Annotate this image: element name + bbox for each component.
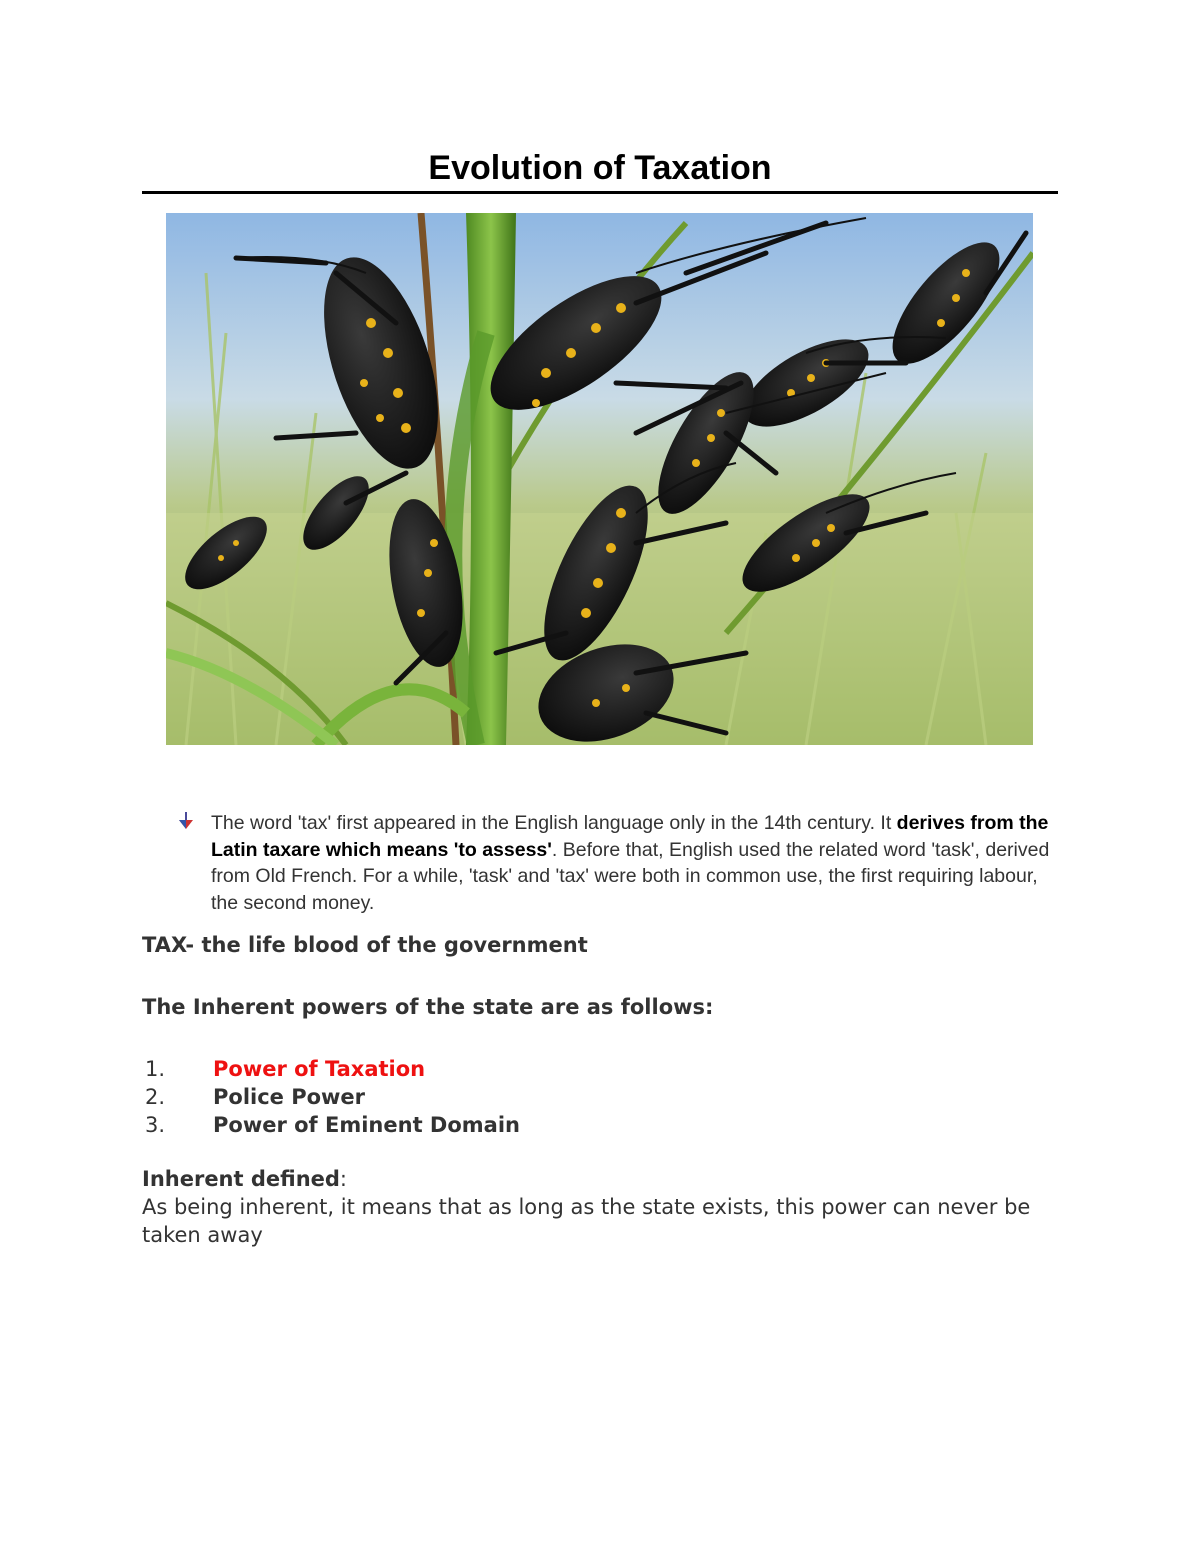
inherent-defined-label: [142, 1165, 347, 1193]
grasshoppers-on-plant-photo-icon: [166, 213, 1033, 745]
arrow-bullet-icon: [178, 812, 194, 830]
inherent-defined-colon: :: [339, 1167, 347, 1191]
list-number: 2.: [145, 1085, 166, 1109]
list-item: [142, 1055, 520, 1083]
inherent-powers-heading: The Inherent powers of the state are as follows:: [142, 995, 714, 1019]
powers-list: [142, 1055, 520, 1139]
tax-lifeblood-heading: TAX- the life blood of the government: [142, 933, 588, 957]
power-label: Power of Taxation: [213, 1057, 426, 1081]
title-underline: [142, 191, 1058, 194]
inherent-definition-text: As being inherent, it means that as long as the state exists, this power can never be taken away: [142, 1195, 1031, 1247]
list-item: [142, 1083, 520, 1111]
list-item: [142, 1111, 520, 1139]
tax-origin-rest: . Before that, English used the related word 'task', derived from Old French. For a while, 'task' and 'tax' were both in common use, the first requiring labour, the second money.: [211, 838, 1050, 914]
list-number: 3.: [145, 1113, 166, 1137]
tax-origin-bold: derives from the Latin taxare which means 'to assess': [211, 812, 1049, 861]
tax-origin-intro: The word 'tax' first appeared in the English language only in the 14th century. It: [211, 812, 897, 834]
power-label: Police Power: [213, 1085, 366, 1109]
inherent-defined-term: Inherent defined: [142, 1167, 340, 1191]
grasshoppers-photo: [166, 213, 1033, 745]
page-title: Evolution of Taxation: [428, 149, 772, 187]
power-label: Power of Eminent Domain: [213, 1113, 520, 1137]
list-number: 1.: [145, 1057, 166, 1081]
tax-origin-paragraph: [211, 810, 1056, 916]
